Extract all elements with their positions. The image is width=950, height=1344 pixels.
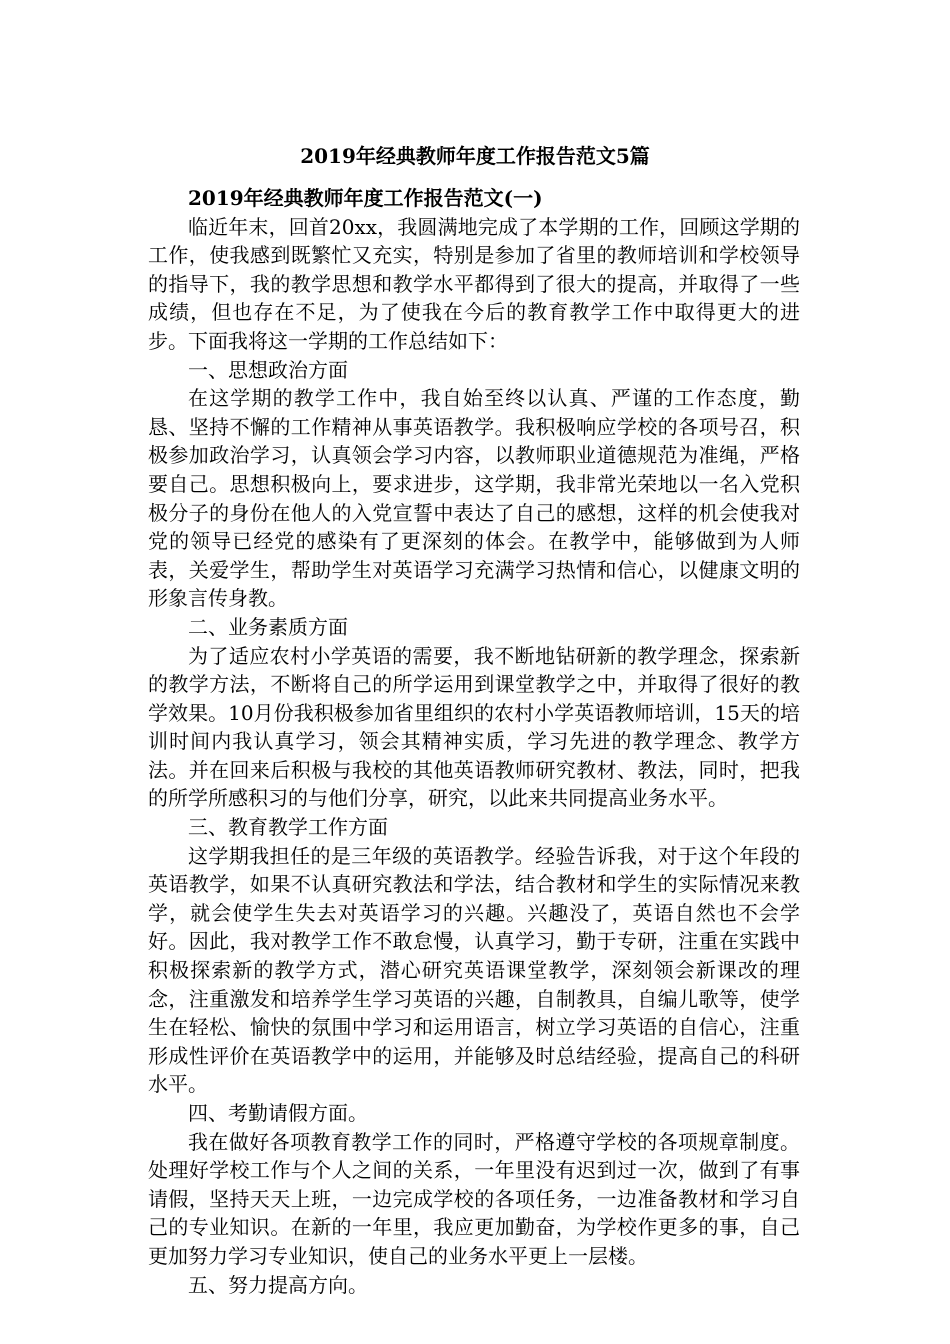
paragraph-political-thought: 在这学期的教学工作中，我自始至终以认真、严谨的工作态度，勤恳、坚持不懈的工作精神从事英语教学。我积极响应学校的各项号召，积极参加政治学习，认真领会学习内容，以教师职业道德规范为准绳，严格要自己。思想积极向上，要求进步，这学期，我非常光荣地以一名入党积极分子的身份在他人的入党宣誓中表达了自己的感想，这样的机会使我对党的领导已经党的感染有了更深刻的体会。在教学中，能够做到为人师表，关爱学生，帮助学生对英语学习充满学习热情和信心，以健康文明的形象言传身教。 [148,386,800,611]
heading-teaching-work: 三、教育教学工作方面 [188,815,388,840]
document-body [148,184,800,1299]
document-title: 2019年经典教师年度工作报告范文5篇 [300,144,650,168]
paragraph-teaching-work: 这学期我担任的是三年级的英语教学。经验告诉我，对于这个年段的英语教学，如果不认真研究教法和学法，结合教材和学生的实际情况来教学，就会使学生失去对英语学习的兴趣。兴趣没了，英语自然也不会学好。因此，我对教学工作不敢怠慢，认真学习，勤于专研，注重在实践中积极探索新的教学方式，潜心研究英语课堂教学，深刻领会新课改的理念，注重激发和培养学生学习英语的兴趣，自制教具，自编儿歌等，使学生在轻松、愉快的氛围中学习和运用语言，树立学习英语的自信心，注重形成性评价在英语教学中的运用，并能够及时总结经验，提高自己的科研水平。 [148,843,800,1097]
heading-political-thought: 一、思想政治方面 [188,357,348,382]
section-heading: 2019年经典教师年度工作报告范文(一) [188,186,543,210]
paragraph-attendance: 我在做好各项教育教学工作的同时，严格遵守学校的各项规章制度。处理好学校工作与个人之间的关系，一年里没有迟到过一次，做到了有事请假，坚持天天上班，一边完成学校的各项任务，一边准备教材和学习自己的专业知识。在新的一年里，我应更加勤奋，为学校作更多的事，自己更加努力学习专业知识，使自己的业务水平更上一层楼。 [148,1129,800,1268]
heading-professional-quality: 二、业务素质方面 [188,614,348,639]
intro-paragraph: 临近年末，回首20xx，我圆满地完成了本学期的工作，回顾这学期的工作，使我感到既繁忙又充实，特别是参加了省里的教师培训和学校领导的指导下，我的教学思想和教学水平都得到了很大的提高，并取得了一些成绩，但也存在不足，为了使我在今后的教育教学工作中取得更大的进步。下面我将这一学期的工作总结如下： [148,214,800,353]
paragraph-professional-quality: 为了适应农村小学英语的需要，我不断地钻研新的教学理念，探索新的教学方法，不断将自己的所学运用到课堂教学之中，并取得了很好的教学效果。10月份我积极参加省里组织的农村小学英语教师培训，15天的培训时间内我认真学习，领会其精神实质，学习先进的教学理念、教学方法。并在回来后积极与我校的其他英语教师研究教材、教法，同时，把我的所学所感积习的与他们分享，研究，以此来共同提高业务水平。 [148,643,800,811]
heading-improvement: 五、努力提高方向。 [188,1272,368,1297]
heading-attendance: 四、考勤请假方面。 [188,1101,368,1125]
